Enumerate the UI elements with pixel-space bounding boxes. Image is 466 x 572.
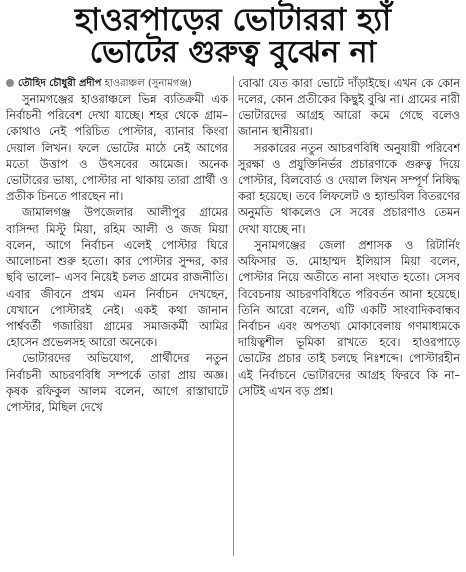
article-columns [6, 76, 460, 556]
column-divider [233, 76, 234, 556]
headline-line-2: ভোটের গুরুত্ব বুঝেন না [89, 35, 377, 71]
paragraph: ভোটারদের অভিযোগ, প্রার্থীদের নতুন নির্বাচনী আচরণবিধি সম্পর্কে তারা প্রায় অজ্ঞ। কৃষক রফিকুল আলম বলেন, আগে রাস্তাঘাটে পোস্টার, মিছিল দেখে [6, 352, 228, 414]
byline [6, 76, 228, 92]
left-column [6, 76, 228, 556]
paragraph: সরকারের নতুন আচরণবিধি অনুযায়ী পরিবেশ সুরক্ষা ও প্রযুক্তিনির্ভর প্রচারণাকে গুরুত্ব দিয়ে পোস্টার, বিলবোর্ড ও দেয়াল লিখন সম্পূর্ণ নিষিদ্ধ করা হয়েছে। তবে লিফলেট ও হ্যান্ডবিল বিতরণের অনুমতি থাকলেও সে সবের প্রচারণাও তেমন দেখা যাচ্ছে না। [238, 141, 460, 236]
right-column [238, 76, 460, 556]
headline-line-1: হাওরপাড়ের ভোটাররা হ্যাঁ [74, 2, 392, 38]
headline [6, 4, 460, 70]
paragraph: সুনামগঞ্জের জেলা প্রশাসক ও রিটার্নিং অফিসার ড. মোহাম্মদ ইলিয়াস মিয়া বলেন, পোস্টার নিয়ে অতীতে নানা সংঘাত হতো। সেসব বিবেচনায় আচরণবিধিতে পরিবর্তন আনা হয়েছে। তিনি আরো বলেন, এটি একটি সাংবাদিকবান্ধব নির্বাচন এবং অপতথ্য মোকাবেলায় গণমাধ্যমকে দায়িত্বশীল ভূমিকা রাখতে হবে। হাওরপাড়ে ভোটের প্রচার তাই চলছে নিঃশব্দে। পোস্টারহীন এই নির্বাচনে ভোটারদের আগ্রহ ফিরবে কি না– সেটিই এখন বড় প্রশ্ন। [238, 238, 460, 398]
paragraph: সুনামগঞ্জের হাওরাঞ্চলে ভিন্ন ব্যতিক্রমী এক নির্বাচনী পরিবেশ দেখা যাচ্ছে। শহর থেকে গ্রাম– কোথাও নেই পরিচিত পোস্টার, ব্যানার কিংবা দেয়াল লিখন। ফলে ভোটের মাঠে নেই আগের মতো উত্তাপ ও উৎসবের আমেজ। অনেক ভোটারের ভাষ্য, পোস্টার না থাকায় তারা প্রার্থী ও প্রতীক চিনতে পারছেন না। [6, 93, 228, 204]
paragraph: বোঝা যেত কারা ভোটে দাঁড়াইছে। এখন কে কোন দলের, কোন প্রতীকের কিছুই বুঝি না। গ্রামের নারী ভোটারদের আগ্রহ আরো কমে গেছে বলেও জানান স্থানীয়রা। [238, 76, 460, 139]
bullet-dot-icon [6, 79, 14, 87]
paragraph: জামালগঞ্জ উপজেলার আলীপুর গ্রামের বাসিন্দা মিস্টু মিয়া, রহিম আলী ও জজ মিয়া বলেন, আগে নির্বাচন এলেই পোস্টার ঘিরে আলোচনা শুরু হতো। কার পোস্টার সুন্দর, কার ছবি ভালো– এসব নিয়েই চলত গ্রামের রাজনীতি। এবার জীবনে প্রথম এমন নির্বাচন দেখছেন, যেখানে পোস্টারই নেই। একই কথা জানান পার্শ্ববর্তী গজারিয়া গ্রামের সমাজকর্মী আমির হোসেন প্রভেলসহ আরো অনেকে। [6, 206, 228, 350]
byline-location: হাওরাঞ্চল (সুনামগঞ্জ) [104, 77, 192, 89]
byline-author: তৌহিদ চৌধুরী প্রদীপ [18, 77, 102, 89]
